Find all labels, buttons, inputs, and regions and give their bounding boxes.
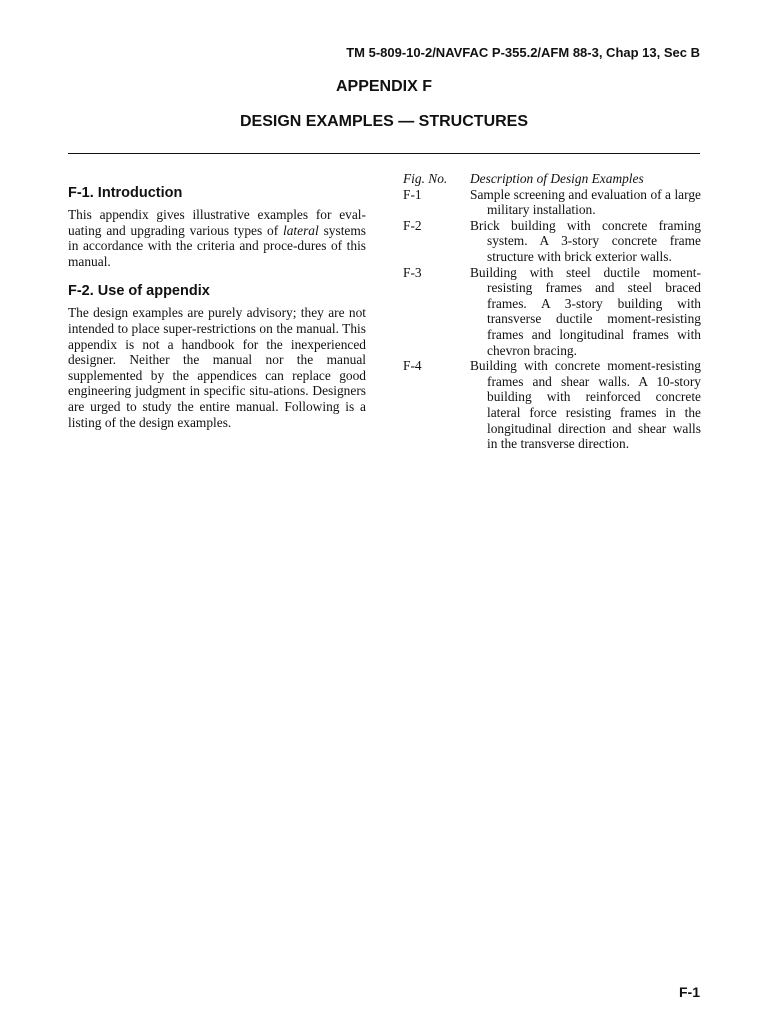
left-column	[68, 185, 366, 430]
table-header-fig-no: Fig. No.	[403, 171, 448, 186]
section-body-use-of-appendix: The design examples are purely advisory; they are not intended to place super-restrictions on the manual. This appendix is not a handbook for the inexperienced designer. Neither the manual nor the manual supplemented by the appendices can replace good engineering judgment in specific situ-ations. Designers are urged to study the entire manual. Following is a listing of the design examples.	[68, 305, 366, 430]
design-examples-table	[403, 171, 701, 452]
table-row	[403, 358, 701, 452]
table-header-description: Description of Design Examples	[470, 171, 644, 186]
table-cell-description: Sample screening and evaluation of a large military installation.	[470, 186, 701, 218]
section-body-introduction	[68, 207, 366, 269]
horizontal-rule	[68, 153, 700, 154]
intro-text-part-1: This appendix gives illustrative examples for eval-uating and upgrading various types of	[68, 207, 366, 238]
appendix-title: APPENDIX F	[335, 78, 432, 95]
running-head: TM 5-809-10-2/NAVFAC P-355.2/AFM 88-3, Chap 13, Sec B	[346, 45, 700, 60]
intro-italic-word: lateral	[283, 222, 319, 238]
appendix-subtitle: DESIGN EXAMPLES — STRUCTURES	[239, 113, 529, 130]
section-heading-use-of-appendix: F-2. Use of appendix	[68, 283, 210, 300]
table-cell-description: Building with steel ductile moment-resisting frames and steel braced frames. A 3-story building with transverse ductile moment-resisting frames and longitudinal frames with chevron bracing.	[470, 264, 701, 358]
table-cell-description: Building with concrete moment-resisting frames and shear walls. A 10-story building with reinforced concrete lateral force resisting frames in the longitudinal direction and shear walls in the transverse direction.	[470, 358, 701, 452]
table-cell-description: Brick building with concrete framing system. A 3-story concrete frame structure with brick exterior walls.	[470, 217, 701, 264]
table-cell-fig: F-4	[403, 358, 422, 374]
table-row	[403, 218, 701, 265]
table-header-row	[403, 171, 701, 187]
table-row	[403, 265, 701, 359]
table-cell-fig: F-1	[403, 186, 422, 202]
table-row	[403, 187, 701, 218]
section-heading-introduction: F-1. Introduction	[68, 185, 183, 201]
table-cell-fig: F-2	[403, 217, 422, 233]
intro-text-part-2: systems in accordance with the criteria and proce-dures of this manual.	[68, 222, 366, 269]
page-number: F-1	[679, 984, 700, 1000]
table-cell-fig: F-3	[403, 264, 422, 280]
